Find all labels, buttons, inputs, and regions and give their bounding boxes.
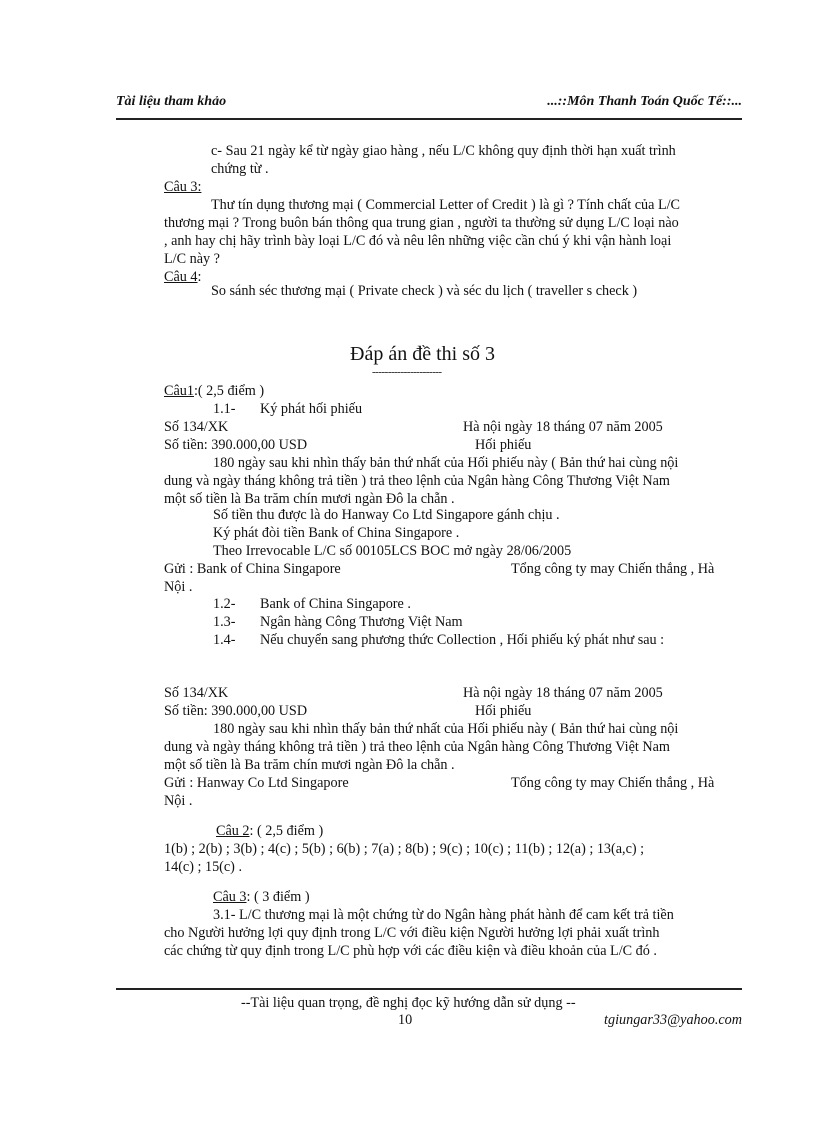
bill2-paragraph-line3: một số tiền là Ba trăm chín mươi ngàn Đô la chẵn . xyxy=(164,757,455,773)
question-4-heading xyxy=(164,268,201,286)
question-3-line2: thương mại ? Trong buôn bán thông qua trung gian , người ta thường sử dụng L/C loại nào xyxy=(164,215,679,231)
answer-1-points: :( 2,5 điểm ) xyxy=(193,383,265,399)
question-3-label: Câu 3: xyxy=(164,179,202,195)
bill1-drawer: Tổng công ty may Chiến thắng , Hà xyxy=(511,561,715,577)
bill1-paragraph-line3: một số tiền là Ba trăm chín mươi ngàn Đô la chẵn . xyxy=(164,491,455,507)
bill2-drawer-line2: Nội . xyxy=(164,793,193,809)
answer-title: Đáp án đề thi số 3 xyxy=(350,343,495,365)
bill1-number: Số 134/XK xyxy=(164,419,229,435)
question-c-line1: c- Sau 21 ngày kể từ ngày giao hàng , nếu L/C không quy định thời hạn xuất trình xyxy=(211,143,676,159)
answer-2-points: : ( 2,5 điểm ) xyxy=(249,823,324,839)
bill1-type: Hối phiếu xyxy=(475,437,532,453)
item-1-1-number: 1.1- xyxy=(213,401,236,417)
question-4-label: Câu 4 xyxy=(164,269,198,285)
bill2-drawer: Tổng công ty may Chiến thắng , Hà xyxy=(511,775,715,791)
question-c-line2: chứng từ . xyxy=(211,161,269,177)
header-right: ...::Môn Thanh Toán Quốc Tế::... xyxy=(547,94,742,109)
bill2-paragraph-line1: 180 ngày sau khi nhìn thấy bản thứ nhất của Hối phiếu này ( Bản thứ hai cùng nội xyxy=(213,721,679,737)
bill2-paragraph-line2: dung và ngày tháng không trả tiền ) trả theo lệnh của Ngân hàng Công Thương Việt Nam xyxy=(164,739,670,755)
bill1-paragraph-line2: dung và ngày tháng không trả tiền ) trả theo lệnh của Ngân hàng Công Thương Việt Nam xyxy=(164,473,670,489)
item-1-3-text: Ngân hàng Công Thương Việt Nam xyxy=(260,614,463,630)
item-1-1-text: Ký phát hối phiếu xyxy=(260,401,363,417)
answer-2-line2: 14(c) ; 15(c) . xyxy=(164,859,242,875)
bill2-type: Hối phiếu xyxy=(475,703,532,719)
answer-3-line2: cho Người hưởng lợi quy định trong L/C với điều kiện Người hưởng lợi phải xuất trình xyxy=(164,925,660,941)
answer-3-label: Câu 3 xyxy=(213,889,247,905)
item-1-2-number: 1.2- xyxy=(213,596,236,612)
bill2-date: Hà nội ngày 18 tháng 07 năm 2005 xyxy=(463,685,663,701)
page-number: 10 xyxy=(398,1012,413,1028)
item-1-4-number: 1.4- xyxy=(213,632,236,648)
answer-2-label: Câu 2 xyxy=(216,823,250,839)
bill2-amount: Số tiền: 390.000,00 USD xyxy=(164,703,308,719)
answer-3-line3: các chứng từ quy định trong L/C phù hợp với các điều kiện và điều khoản của L/C đó . xyxy=(164,943,657,959)
bill1-paragraph-line1: 180 ngày sau khi nhìn thấy bản thứ nhất của Hối phiếu này ( Bản thứ hai cùng nội xyxy=(213,455,679,471)
footer-email: tgiungar33@yahoo.com xyxy=(604,1012,742,1028)
question-3-line1: Thư tín dụng thương mại ( Commercial Letter of Credit ) là gì ? Tính chất của L/C xyxy=(211,197,681,213)
bill1-paragraph-line6: Theo Irrevocable L/C số 00105LCS BOC mở ngày 28/06/2005 xyxy=(213,543,572,559)
title-underline-dashes: ---------------------- xyxy=(372,366,442,378)
item-1-2-text: Bank of China Singapore . xyxy=(260,596,411,612)
bill1-date: Hà nội ngày 18 tháng 07 năm 2005 xyxy=(463,419,663,435)
question-3-line3: , anh hay chị hãy trình bày loại L/C đó và nêu lên những việc cần chú ý khi vận hành loại xyxy=(164,233,672,249)
answer-3-points: : ( 3 điểm ) xyxy=(246,889,310,905)
answer-2-heading xyxy=(216,822,323,840)
bill1-amount: Số tiền: 390.000,00 USD xyxy=(164,437,308,453)
item-1-3-number: 1.3- xyxy=(213,614,236,630)
header-left: Tài liệu tham khảo xyxy=(116,94,227,109)
bill1-recipient: Gửi : Bank of China Singapore xyxy=(164,561,341,577)
question-3-line4: L/C này ? xyxy=(164,251,220,267)
question-4-colon: : xyxy=(197,269,202,285)
bill1-paragraph-line5: Ký phát đòi tiền Bank of China Singapore . xyxy=(213,525,460,541)
item-1-4-text: Nếu chuyển sang phương thức Collection , Hối phiếu ký phát như sau : xyxy=(260,632,665,648)
answer-3-line1: 3.1- L/C thương mại là một chứng từ do Ngân hàng phát hành để cam kết trả tiền xyxy=(213,907,674,923)
answer-1-label: Câu1 xyxy=(164,383,194,399)
answer-2-line1: 1(b) ; 2(b) ; 3(b) ; 4(c) ; 5(b) ; 6(b) ; 7(a) ; 8(b) ; 9(c) ; 10(c) ; 11(b) ; 12(a) ; 13(a,c) ; xyxy=(164,841,645,857)
bill1-drawer-line2: Nội . xyxy=(164,579,193,595)
footer-divider xyxy=(116,988,742,990)
header-divider xyxy=(116,118,742,120)
answer-1-heading xyxy=(164,382,264,400)
bill1-paragraph-line4: Số tiền thu được là do Hanway Co Ltd Singapore gánh chịu . xyxy=(213,507,560,523)
answer-3-heading xyxy=(213,888,310,906)
bill2-recipient: Gửi : Hanway Co Ltd Singapore xyxy=(164,775,349,791)
footer-note: --Tài liệu quan trọng, đề nghị đọc kỹ hướng dẫn sử dụng -- xyxy=(241,995,576,1011)
bill2-number: Số 134/XK xyxy=(164,685,229,701)
question-4-line1: So sánh séc thương mại ( Private check ) và séc du lịch ( traveller s check ) xyxy=(211,283,638,299)
